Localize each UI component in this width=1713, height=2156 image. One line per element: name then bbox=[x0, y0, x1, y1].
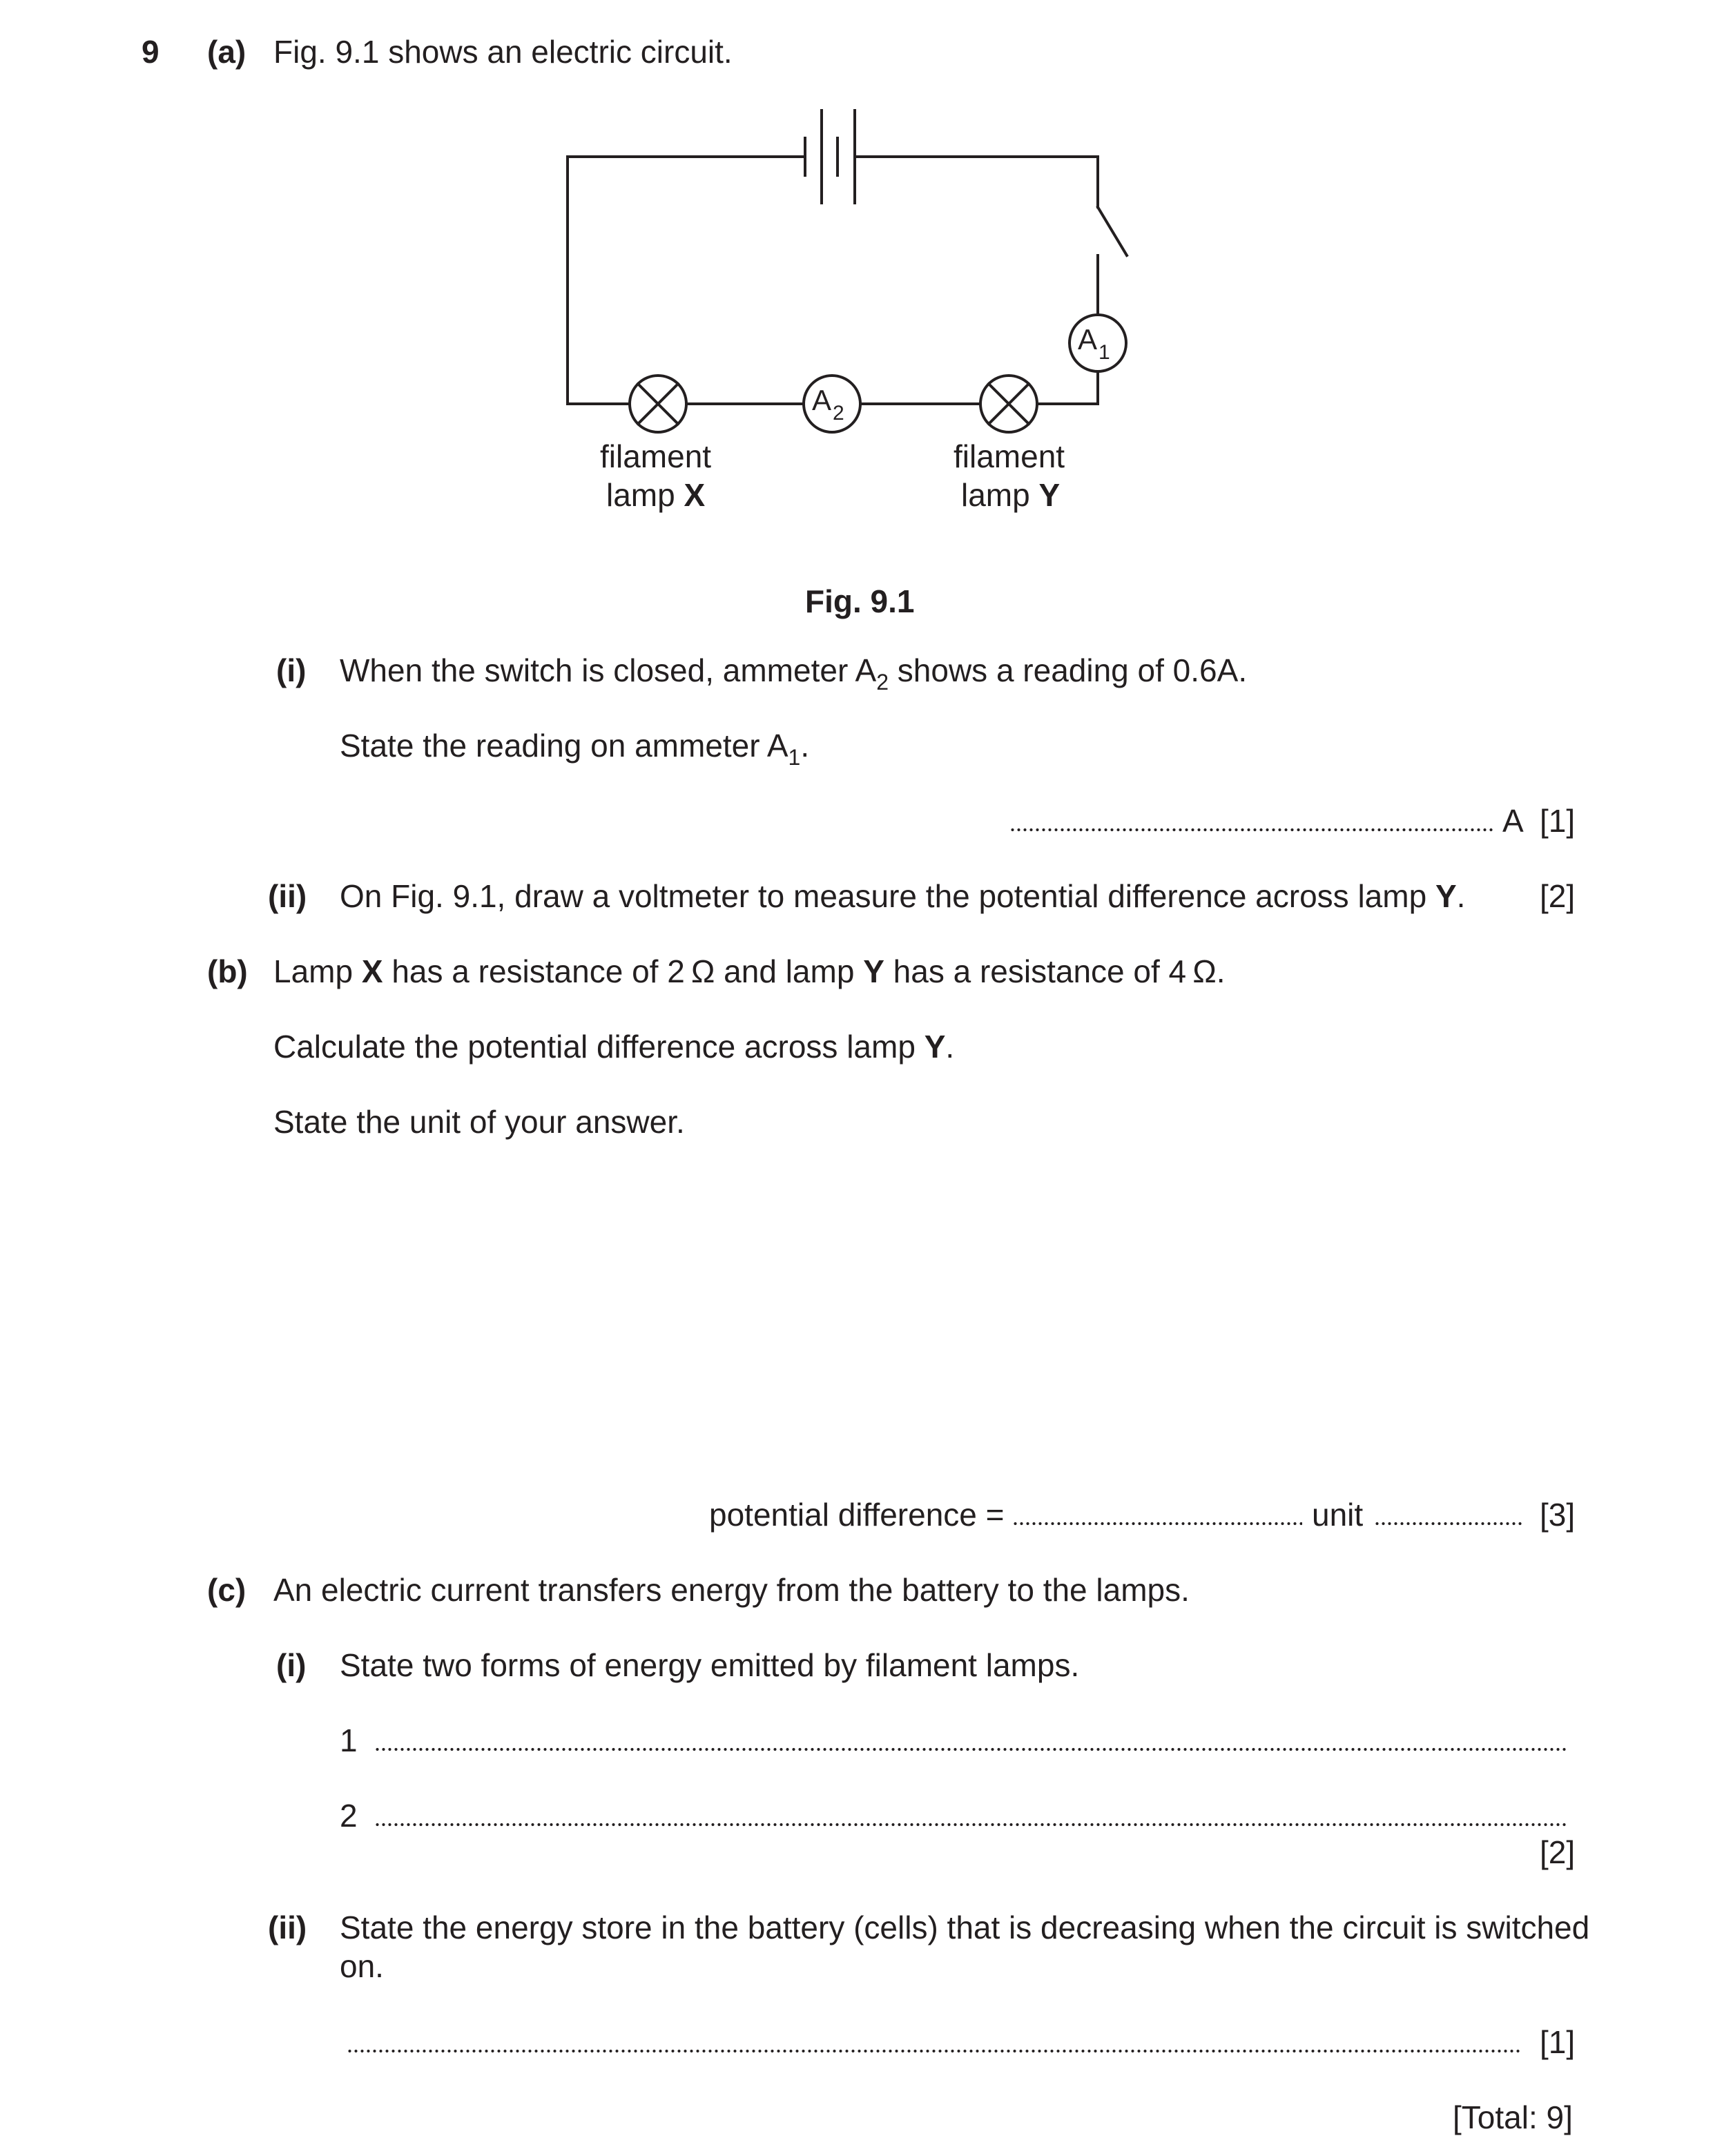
total-marks: [Total: 9] bbox=[1453, 2099, 1573, 2135]
part-a-ii-text: On Fig. 9.1, draw a voltmeter to measure the potential difference across lamp Y. bbox=[340, 878, 1466, 914]
part-c-i-label: (i) bbox=[276, 1647, 307, 1683]
ammeter-a2-subscript: 2 bbox=[833, 402, 844, 425]
marks-a-i: [1] bbox=[1540, 803, 1576, 839]
part-a-ii-label: (ii) bbox=[268, 878, 307, 914]
lamp-y-label-line1: filament bbox=[954, 438, 1065, 474]
unit-label: unit bbox=[1312, 1497, 1364, 1533]
lamp-y-label-line2: lamp Y bbox=[961, 477, 1061, 513]
part-c-label: (c) bbox=[207, 1572, 246, 1608]
marks-c-i: [2] bbox=[1540, 1834, 1576, 1870]
part-b-line3: State the unit of your answer. bbox=[273, 1104, 685, 1140]
part-c-ii-line2: on. bbox=[340, 1948, 384, 1984]
ammeter-a2-letter: A bbox=[812, 384, 832, 416]
switch-symbol bbox=[1098, 207, 1127, 255]
part-a-i-line2: State the reading on ammeter $A_1$. bbox=[340, 728, 810, 770]
part-c-i-item1-number: 1 bbox=[340, 1722, 358, 1758]
potential-difference-label: potential difference = bbox=[709, 1497, 1005, 1533]
marks-a-ii: [2] bbox=[1540, 878, 1576, 914]
filament-lamp-y-symbol bbox=[980, 376, 1037, 432]
part-c-i-text: State two forms of energy emitted by filament lamps. bbox=[340, 1647, 1080, 1683]
part-c-ii-answer-line[interactable] bbox=[347, 2049, 1522, 2053]
figure-caption: Fig. 9.1 bbox=[805, 583, 915, 619]
answer-unit-a-i: A bbox=[1502, 803, 1524, 839]
part-a-intro: Fig. 9.1 shows an electric circuit. bbox=[273, 34, 733, 70]
part-b-line2: Calculate the potential difference across lamp Y. bbox=[273, 1029, 955, 1065]
part-a-label: (a) bbox=[207, 34, 246, 70]
unit-answer-line[interactable] bbox=[1374, 1522, 1522, 1526]
ammeter-a1-letter: A bbox=[1078, 323, 1098, 356]
part-c-i-item2-answer-line[interactable] bbox=[374, 1823, 1569, 1827]
part-b-label: (b) bbox=[207, 953, 248, 989]
ammeter-a1-subscript: 1 bbox=[1099, 341, 1110, 364]
marks-b: [3] bbox=[1540, 1497, 1576, 1533]
battery-symbol bbox=[805, 110, 855, 203]
circuit-diagram bbox=[0, 0, 1713, 621]
marks-c-ii: [1] bbox=[1540, 2024, 1576, 2060]
part-c-intro: An electric current transfers energy from the battery to the lamps. bbox=[273, 1572, 1190, 1608]
answer-line-a-i[interactable] bbox=[1009, 828, 1493, 832]
filament-lamp-x-symbol bbox=[630, 376, 686, 432]
part-c-i-item2-number: 2 bbox=[340, 1798, 358, 1834]
part-c-ii-label: (ii) bbox=[268, 1910, 307, 1945]
part-a-i-line1: When the switch is closed, ammeter $A_2$ shows a reading of 0.6A. bbox=[340, 652, 1248, 695]
part-a-i-label: (i) bbox=[276, 652, 307, 688]
part-b-line1: Lamp X has a resistance of 2 Ω and lamp Y has a resistance of 4 Ω. bbox=[273, 953, 1226, 989]
potential-difference-answer-line[interactable] bbox=[1012, 1522, 1302, 1526]
part-c-ii-line1: State the energy store in the battery (cells) that is decreasing when the circuit is switched bbox=[340, 1910, 1590, 1945]
lamp-x-label-line1: filament bbox=[600, 438, 712, 474]
question-number: 9 bbox=[142, 34, 159, 70]
part-c-i-item1-answer-line[interactable] bbox=[374, 1747, 1569, 1751]
lamp-x-label-line2: lamp X bbox=[606, 477, 706, 513]
